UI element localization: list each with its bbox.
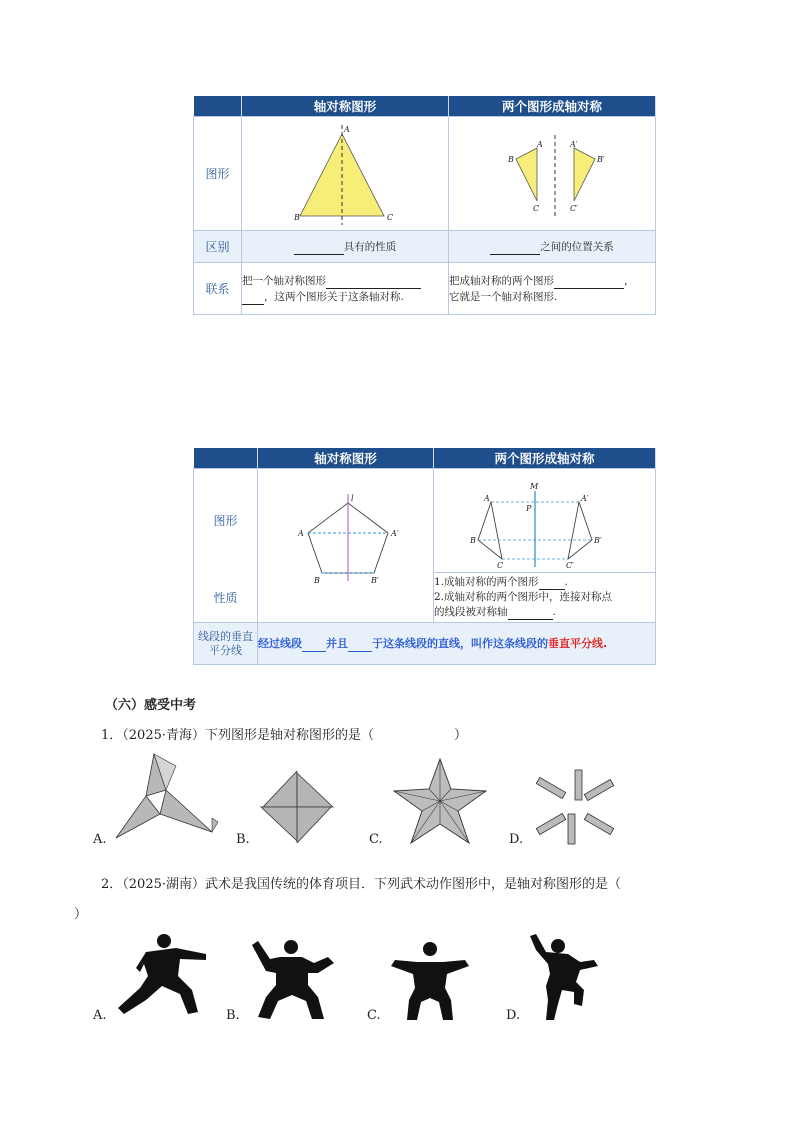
q2-option-b[interactable]: B. [226, 1008, 240, 1023]
pent-label-l: l [351, 494, 354, 503]
table1-col1-header: 轴对称图形 [242, 96, 449, 117]
pair-label-b: B [508, 155, 514, 164]
q1-option-a[interactable]: A. [93, 832, 107, 847]
pair2-label-b2: B′ [594, 536, 602, 545]
table2-property-text: 1.成轴对称的两个图形 . 2.成轴对称的两个图形中，连接对称点 的线段被对称轴 . [434, 573, 656, 623]
table1-link1: 把一个轴对称图形 ，这两个图形关于这条轴对称. [242, 263, 449, 315]
table1-row-figure-label: 图形 [194, 117, 242, 231]
table1-link2: 把成轴对称的两个图形 ， 它就是一个轴对称图形. [449, 263, 656, 315]
table2-row-property-label: 性质 [194, 573, 258, 623]
question-2-text: 2．（2025·湖南）武术是我国传统的体育项目．下列武术动作图形中，是轴对称图形的是（ [101, 877, 621, 892]
question-2-close: ） [74, 907, 88, 922]
q1-option-b[interactable]: B. [236, 832, 250, 847]
q1-figure-d-icon [532, 768, 618, 846]
comparison-table-1 [193, 96, 656, 315]
table2-pentagon-figure [258, 469, 434, 623]
q1-figure-c-icon [391, 757, 489, 845]
pent-label-b2: B′ [371, 576, 379, 585]
q2-figure-d-icon [528, 934, 600, 1022]
table2-col2-header: 两个图形成轴对称 [434, 448, 656, 469]
q2-figure-a-icon [114, 932, 214, 1018]
pair2-label-a: A [484, 494, 490, 503]
question-1-text: 1．（2025·青海）下列图形是轴对称图形的是（ ） [101, 728, 468, 743]
tri-label-a: A [344, 125, 350, 134]
pair2-label-c2: C′ [566, 561, 574, 569]
pair2-label-p: P [526, 504, 532, 513]
tri-label-c: C [387, 213, 394, 222]
pair2-label-m: M [530, 482, 539, 491]
table2-corner-header [194, 448, 258, 469]
pair2-label-c: C [497, 561, 504, 569]
table1-row-link-label: 联系 [194, 263, 242, 315]
table1-triangle-figure [242, 117, 449, 231]
comparison-table-2 [193, 448, 656, 665]
table1-corner-header [194, 96, 242, 117]
section-heading: （六）感受中考 [105, 698, 197, 713]
table2-row-bisector-label: 线段的垂直平分线 [194, 623, 258, 665]
pent-label-a: A [298, 529, 304, 538]
pair2-label-b: B [470, 536, 476, 545]
table1-col2-header: 两个图形成轴对称 [449, 96, 656, 117]
pair2-label-a2: A′ [581, 494, 589, 503]
q1-option-c[interactable]: C. [369, 832, 383, 847]
table1-row-diff-label: 区别 [194, 231, 242, 263]
pent-label-b: B [314, 576, 320, 585]
q1-figure-a-icon [112, 752, 222, 844]
pair-label-c: C [533, 204, 540, 213]
pent-label-a2: A′ [391, 529, 399, 538]
table2-bisector-text: 经过线段 并且 于这条线段的直线，叫作这条线段的垂直平分线. [258, 623, 656, 665]
q1-figure-b-icon [258, 771, 336, 843]
pair-label-a: A [537, 140, 543, 149]
table2-row-figure-label: 图形 [194, 469, 258, 573]
q2-option-a[interactable]: A. [93, 1008, 107, 1023]
table1-diff1: 具有的性质 [242, 231, 449, 263]
tri-label-b: B [294, 213, 300, 222]
pair-label-b2: B′ [597, 155, 605, 164]
table2-col1-header: 轴对称图形 [258, 448, 434, 469]
q1-option-d[interactable]: D. [509, 832, 524, 847]
q2-option-c[interactable]: C. [367, 1008, 381, 1023]
q2-figure-c-icon [389, 940, 471, 1022]
table1-pair-figure [449, 117, 656, 231]
pair-label-a2: A′ [570, 140, 578, 149]
table1-diff2: 之间的位置关系 [449, 231, 656, 263]
q2-option-d[interactable]: D. [506, 1008, 521, 1023]
q2-figure-b-icon [248, 937, 336, 1021]
table2-pair-figure [434, 469, 656, 573]
pair-label-c2: C′ [570, 204, 578, 213]
